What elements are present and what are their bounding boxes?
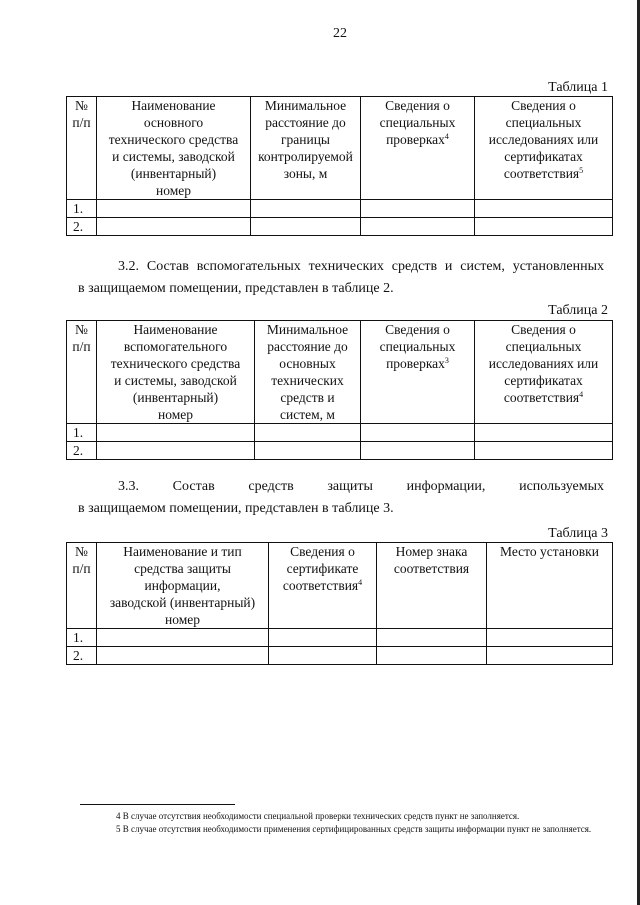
table1-header-distance: Минимальное расстояние до границы контролируемой зоны, м	[251, 97, 361, 200]
table-row	[67, 424, 613, 442]
table-row	[67, 647, 613, 665]
table2-header-number: № п/п	[67, 321, 97, 424]
table1-caption: Таблица 1	[548, 80, 608, 95]
table3	[66, 542, 613, 665]
table-cell	[475, 442, 613, 460]
table-cell	[361, 218, 475, 236]
table-cell	[475, 200, 613, 218]
table-row	[67, 200, 613, 218]
table1-header-research: Сведения о специальных исследованиях или сертификатах соответствия$^5$	[475, 97, 613, 200]
table-cell: 1.	[67, 200, 97, 218]
table1-header-name: Наименование основного технического средства и системы, заводской (инвентарный) номер	[97, 97, 251, 200]
table-cell	[255, 424, 361, 442]
table-cell	[487, 647, 613, 665]
table-row	[67, 442, 613, 460]
footnote-5: 5 В случае отсутствия необходимости применения сертифицированных средств защиты информации пункт не заполняется.	[116, 824, 592, 834]
table1-header-checks: Сведения о специальных проверках$^4$	[361, 97, 475, 200]
table3-caption: Таблица 3	[548, 526, 608, 541]
table1	[66, 96, 613, 236]
table-cell	[97, 647, 269, 665]
table3-header-certificate: Сведения о сертификате соответствия$^4$	[269, 543, 377, 629]
table-cell: 2.	[67, 647, 97, 665]
table-cell	[361, 442, 475, 460]
table3-header-location: Место установки	[487, 543, 613, 629]
footnote-divider	[80, 804, 235, 805]
table-cell	[97, 200, 251, 218]
table2-header-distance: Минимальное расстояние до основных технических средств и систем, м	[255, 321, 361, 424]
table-cell: 1.	[67, 629, 97, 647]
table-cell	[251, 218, 361, 236]
table3-header-row	[67, 543, 613, 629]
table-cell	[487, 629, 613, 647]
table-cell	[97, 629, 269, 647]
table-cell	[475, 424, 613, 442]
table2-caption: Таблица 2	[548, 303, 608, 318]
table-cell	[361, 200, 475, 218]
table-cell	[269, 629, 377, 647]
table-cell	[377, 647, 487, 665]
table1-header-number: № п/п	[67, 97, 97, 200]
footnote-4: 4 В случае отсутствия необходимости специальной проверки технических средств пункт не заполняется.	[116, 811, 520, 821]
table2-header-checks: Сведения о специальных проверках$^3$	[361, 321, 475, 424]
table-cell	[97, 424, 255, 442]
table-cell	[97, 218, 251, 236]
table-cell: 2.	[67, 218, 97, 236]
table-cell	[255, 442, 361, 460]
table2-header-row	[67, 321, 613, 424]
table-cell: 1.	[67, 424, 97, 442]
table1-header-row	[67, 97, 613, 200]
paragraph-3-3: 3.3. Состав средств защиты информации, используемых в защищаемом помещении, представлен в таблице 3.	[78, 479, 604, 516]
page-number: 22	[333, 26, 347, 41]
table3-header-mark-number: Номер знака соответствия	[377, 543, 487, 629]
table-cell	[475, 218, 613, 236]
table2-header-name: Наименование вспомогательного технического средства и системы, заводской (инвентарный) номер	[97, 321, 255, 424]
table-row	[67, 218, 613, 236]
table-cell: 2.	[67, 442, 97, 460]
table-cell	[251, 200, 361, 218]
table-row	[67, 629, 613, 647]
table2-header-research: Сведения о специальных исследованиях или сертификатах соответствия$^4$	[475, 321, 613, 424]
table2	[66, 320, 613, 460]
table-cell	[97, 442, 255, 460]
footnotes	[80, 810, 604, 836]
table-cell	[361, 424, 475, 442]
paragraph-3-2: 3.2. Состав вспомогательных технических средств и систем, установленных в защищаемом помещении, представлен в таблице 2.	[78, 259, 604, 296]
table3-header-name: Наименование и тип средства защиты информации, заводской (инвентарный) номер	[97, 543, 269, 629]
table-cell	[269, 647, 377, 665]
table-cell	[377, 629, 487, 647]
table3-header-number: № п/п	[67, 543, 97, 629]
